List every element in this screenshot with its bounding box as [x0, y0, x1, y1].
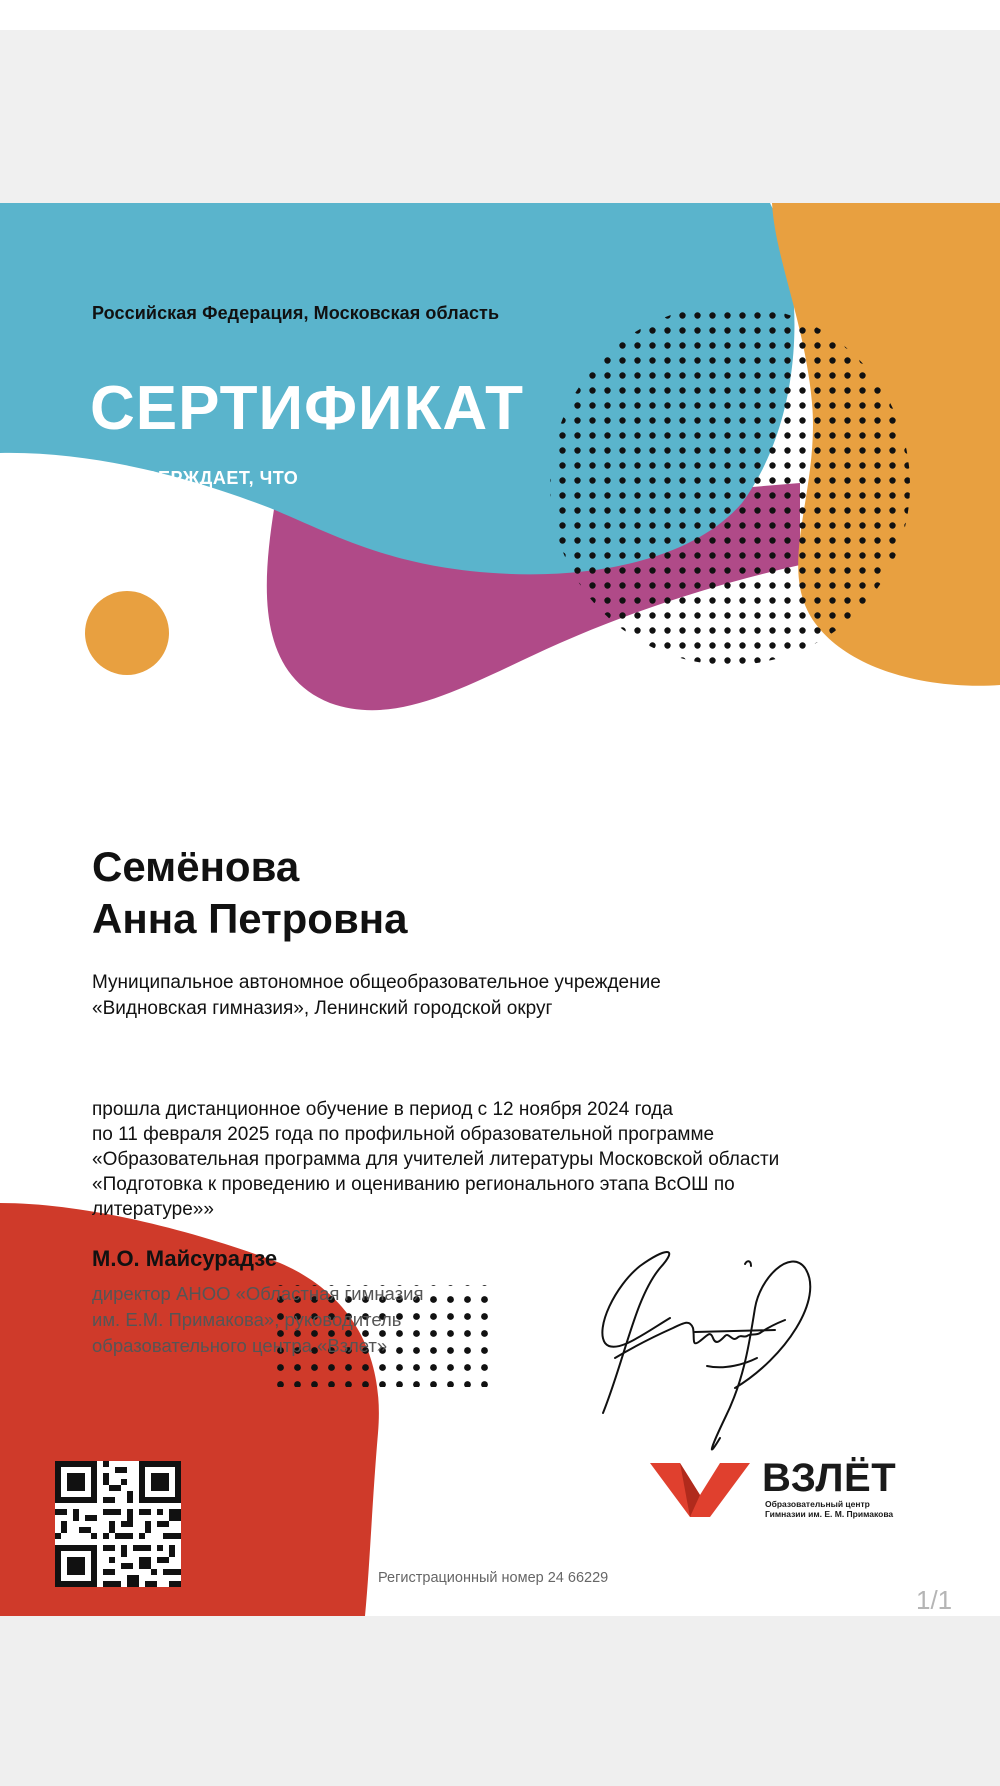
certificate-subtitle: ПОДТВЕРЖДАЕТ, ЧТО — [92, 468, 299, 488]
qr-code-icon — [55, 1461, 181, 1587]
logo-subtitle: Гимназии им. Е. М. Примакова — [765, 1509, 894, 1519]
body-text-line: по 11 февраля 2025 года по профильной образовательной программе — [92, 1124, 715, 1145]
signature-icon — [595, 1238, 835, 1478]
vzlet-logo-icon — [650, 1461, 750, 1519]
signer-position-line: им. Е.М. Примакова», руководитель — [92, 1309, 402, 1330]
dotted-circle — [550, 305, 910, 665]
recipient-surname: Семёнова — [92, 843, 300, 890]
signer-position-line: образовательного центра «Взлет» — [92, 1335, 388, 1356]
recipient-given-names: Анна Петровна — [92, 895, 408, 942]
registration-number: Регистрационный номер 24 66229 — [378, 1570, 609, 1586]
viewer-bottom-bar — [0, 1616, 1000, 1786]
organization-line: Муниципальное автономное общеобразовательное учреждение — [92, 972, 661, 993]
page-indicator: 1/1 — [916, 1585, 953, 1615]
certificate-title: СЕРТИФИКАТ — [90, 374, 524, 443]
region-heading: Российская Федерация, Московская область — [92, 303, 500, 323]
signer-name: М.О. Майсурадзе — [92, 1246, 278, 1271]
logo-title: ВЗЛЁТ — [762, 1456, 897, 1500]
logo-subtitle: Образовательный центр — [765, 1499, 870, 1509]
signer-position-line: директор АНОО «Областная гимназия — [92, 1283, 424, 1304]
organization-line: «Видновская гимназия», Ленинский городской округ — [92, 998, 553, 1019]
body-text-line: «Образовательная программа для учителей литературы Московской области — [92, 1149, 780, 1170]
certificate-page — [0, 203, 1000, 1616]
body-text-line: литературе»» — [92, 1199, 214, 1220]
body-text-line: «Подготовка к проведению и оцениванию регионального этапа ВсОШ по — [92, 1174, 735, 1195]
body-text-line: прошла дистанционное обучение в период с 12 ноября 2024 года — [92, 1099, 673, 1120]
orange-dot — [85, 591, 169, 675]
viewer-top-bar — [0, 0, 1000, 30]
